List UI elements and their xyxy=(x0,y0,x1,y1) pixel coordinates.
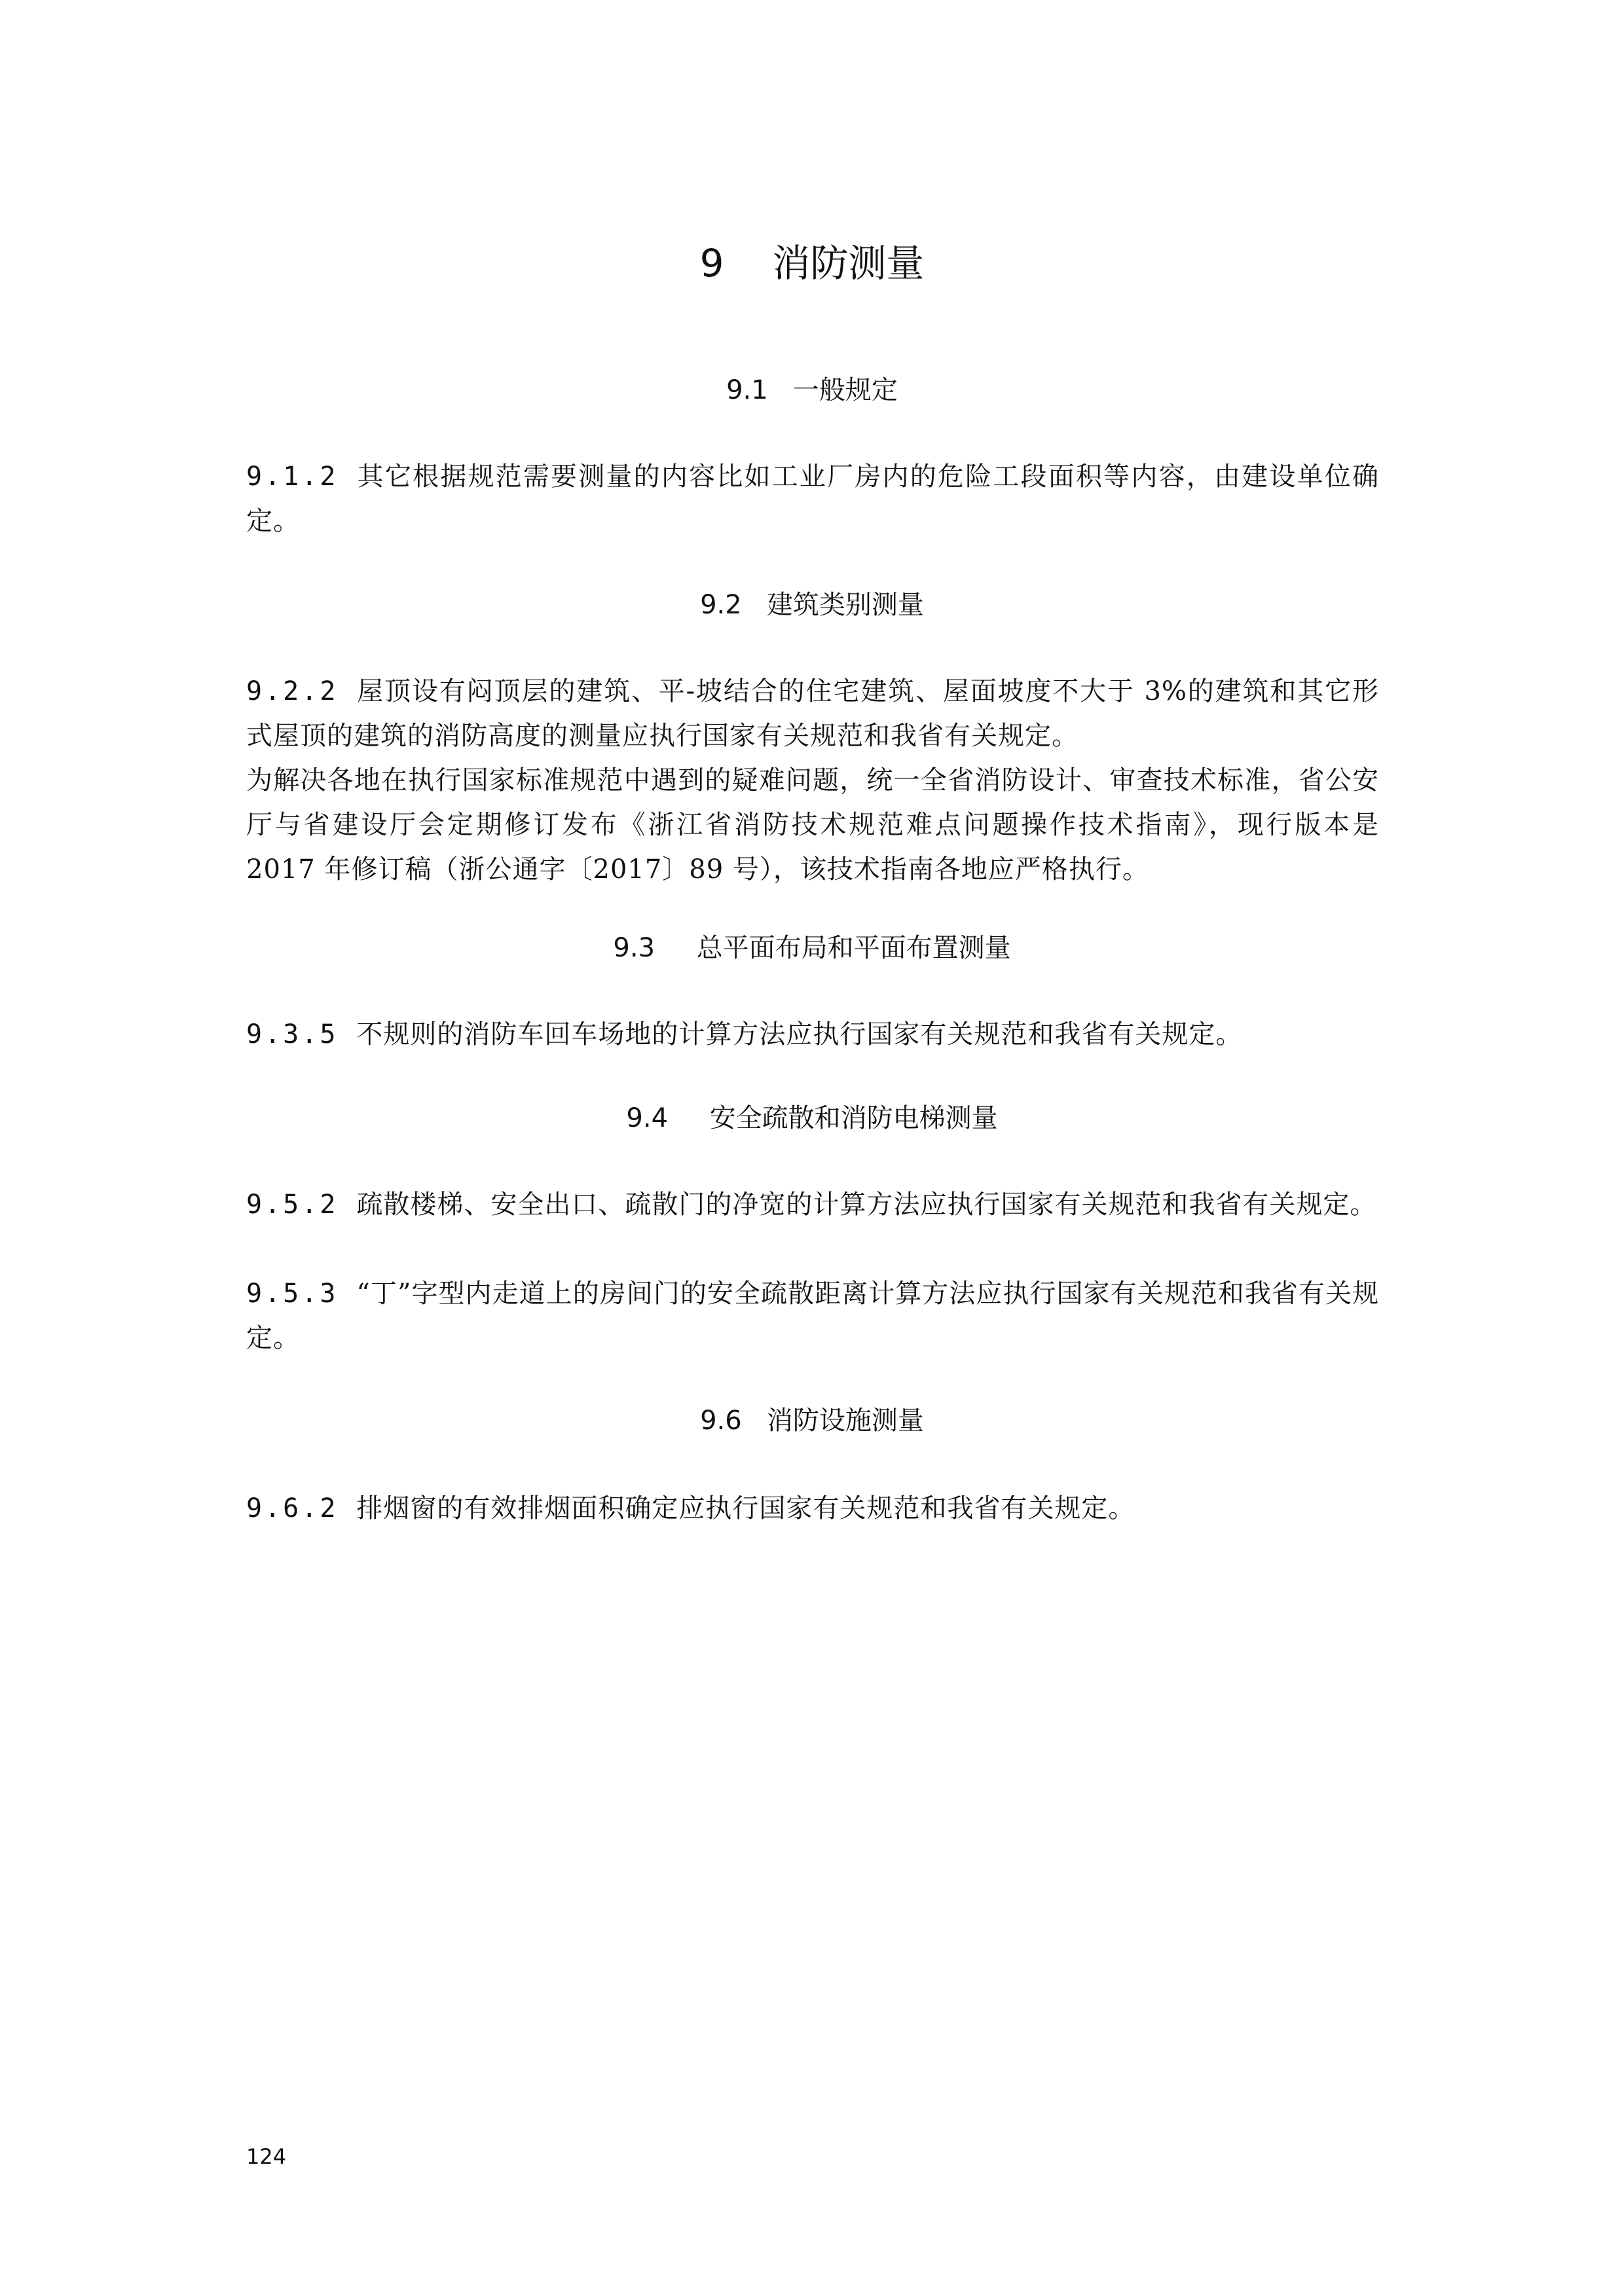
clause-text: 不规则的消防车回车场地的计算方法应执行国家有关规范和我省有关规定。 xyxy=(356,1019,1243,1049)
clause-text: 其它根据规范需要测量的内容比如工业厂房内的危险工段面积等内容，由建设单位确定。 xyxy=(246,462,1379,536)
clause-9-6-2 xyxy=(246,1486,1379,1531)
section-title-9-3: 9.3 总平面布局和平面布置测量 xyxy=(613,933,1011,963)
section-title-9-4: 9.4 安全疏散和消防电梯测量 xyxy=(626,1103,998,1133)
clause-9-1-2 xyxy=(246,454,1379,543)
section-note-9-2: 为解决各地在执行国家标准规范中遇到的疑难问题，统一全省消防设计、审查技术标准，省公安厅与省建设厅会定期修订发布《浙江省消防技术规范难点问题操作技术指南》，现行版本是 2017 年修订稿（浙公通字〔2017〕89 号），该技术指南各地应严格执行。 xyxy=(246,765,1379,884)
clause-9-2-2 xyxy=(246,669,1379,758)
clause-number: 9.3.5 xyxy=(246,1019,339,1049)
clause-text: 排烟窗的有效排烟面积确定应执行国家有关规范和我省有关规定。 xyxy=(356,1493,1135,1523)
clause-number: 9.1.2 xyxy=(246,462,339,492)
clause-number: 9.6.2 xyxy=(246,1493,339,1523)
section-title-9-1: 9.1 一般规定 xyxy=(726,375,898,405)
clause-number: 9.2.2 xyxy=(246,676,339,706)
clause-number: 9.5.2 xyxy=(246,1190,339,1220)
clause-9-5-2 xyxy=(246,1182,1379,1227)
clause-9-3-5 xyxy=(246,1012,1379,1057)
clause-9-5-3 xyxy=(246,1271,1379,1360)
chapter-title: 9 消防测量 xyxy=(699,241,925,285)
section-title-9-6: 9.6 消防设施测量 xyxy=(700,1406,924,1436)
page-number: 124 xyxy=(246,2144,287,2169)
clause-text: 屋顶设有闷顶层的建筑、平-坡结合的住宅建筑、屋面坡度不大于 3%的建筑和其它形式屋顶的建筑的消防高度的测量应执行国家有关规范和我省有关规定。 xyxy=(246,676,1379,751)
section-title-9-2: 9.2 建筑类别测量 xyxy=(700,590,924,620)
clause-text: 疏散楼梯、安全出口、疏散门的净宽的计算方法应执行国家有关规范和我省有关规定。 xyxy=(356,1190,1377,1220)
clause-number: 9.5.3 xyxy=(246,1279,339,1309)
clause-text: “丁”字型内走道上的房间门的安全疏散距离计算方法应执行国家有关规范和我省有关规定。 xyxy=(246,1279,1379,1353)
